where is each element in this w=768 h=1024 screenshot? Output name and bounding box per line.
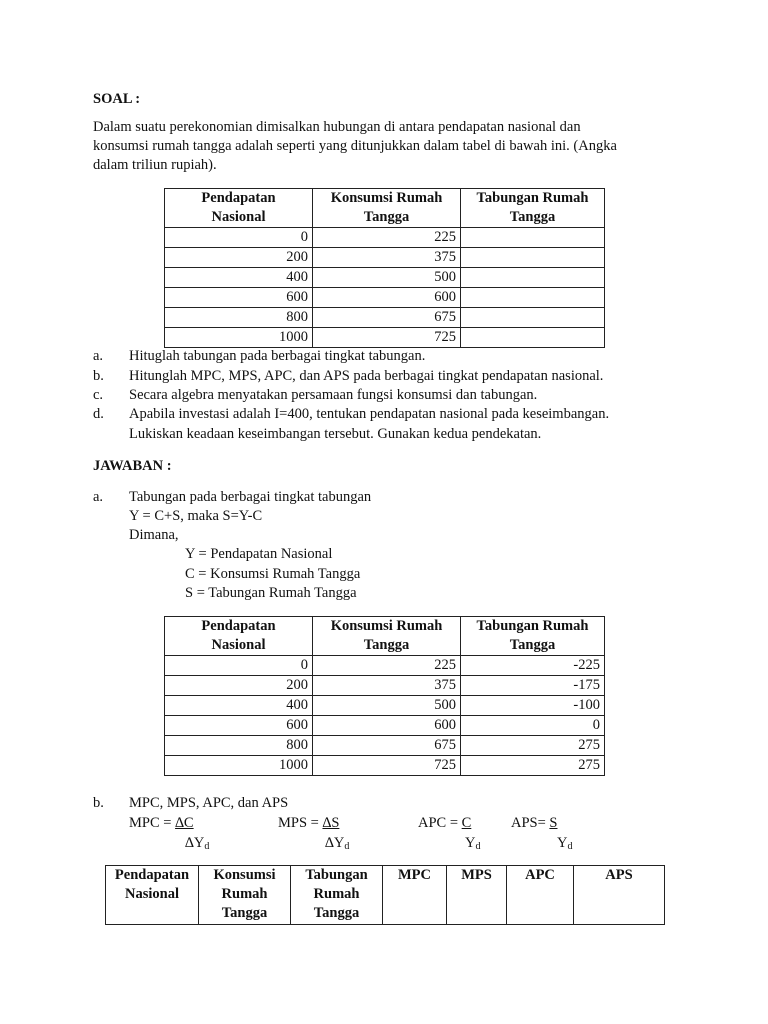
cell-konsumsi: 600 [313,288,461,308]
cell-tabungan: 275 [461,756,605,776]
answer-a-dimana: Dimana, [129,527,179,543]
cell-tabungan [461,288,605,308]
soal-heading: SOAL : [93,91,141,107]
header-pendapatan: Pendapatan Nasional [165,617,313,656]
table-row [165,308,605,328]
table-row [165,656,605,676]
mpc-numerator: ∆C [175,815,194,831]
mps-denominator: $\Delta Y_d$ [325,835,350,852]
cell-tabungan [461,248,605,268]
apc-numerator: C [461,815,472,831]
header-tabungan: Tabungan Rumah Tangga [461,189,605,228]
mps-formula: MPS = ∆S [278,814,351,833]
cell-tabungan: -100 [461,696,605,716]
cell-pendapatan: 600 [165,716,313,736]
cell-konsumsi: 225 [313,656,461,676]
header-konsumsi: Konsumsi Rumah Tangga [199,866,291,925]
header-pendapatan: Pendapatan Nasional [165,189,313,228]
jawaban-heading: JAWABAN : [93,458,172,474]
cell-pendapatan: 1000 [165,756,313,776]
cell-tabungan: 0 [461,716,605,736]
definition-s: S = Tabungan Rumah Tangga [185,585,357,601]
answer-title: MPC, MPS, APC, dan APS [129,795,289,811]
answer-marker: a. [93,489,104,505]
table-row [165,228,605,248]
cell-tabungan [461,228,605,248]
cell-pendapatan: 200 [165,676,313,696]
jawaban-table [164,616,605,776]
table-row [165,288,605,308]
cell-pendapatan: 1000 [165,328,313,348]
answer-a-formula: Y = C+S, maka S=Y-C [129,508,263,524]
table-row [165,248,605,268]
question-text: Secara algebra menyatakan persamaan fungsi konsumsi dan tabungan. [129,387,538,403]
cell-tabungan: 275 [461,736,605,756]
cell-konsumsi: 375 [313,248,461,268]
soal-table [164,188,605,348]
mps-numerator: ∆S [322,815,340,831]
cell-pendapatan: 600 [165,288,313,308]
cell-konsumsi: 675 [313,308,461,328]
cell-tabungan: -175 [461,676,605,696]
header-pendapatan: Pendapatan Nasional [106,866,199,925]
header-apc: APC [507,866,574,925]
header-mpc: MPC [383,866,447,925]
cell-tabungan [461,328,605,348]
cell-tabungan [461,268,605,288]
cell-konsumsi: 725 [313,328,461,348]
answer-title: Tabungan pada berbagai tingkat tabungan [129,489,372,505]
question-marker: c. [93,387,104,403]
header-konsumsi: Konsumsi Rumah Tangga [313,189,461,228]
cell-konsumsi: 500 [313,268,461,288]
soal-intro [93,118,693,175]
cell-pendapatan: 0 [165,656,313,676]
cell-tabungan [461,308,605,328]
apc-formula: APC = C [418,814,483,833]
header-mps: MPS [447,866,507,925]
cell-konsumsi: 375 [313,676,461,696]
cell-pendapatan: 400 [165,696,313,716]
intro-line: Dalam suatu perekonomian dimisalkan hubungan di antara pendapatan nasional dan [93,119,581,135]
intro-line: konsumsi rumah tangga adalah seperti yang ditunjukkan dalam tabel di bawah ini. (Angka [93,138,617,154]
answer-marker: b. [93,795,104,811]
table-row [165,328,605,348]
cell-konsumsi: 725 [313,756,461,776]
cell-konsumsi: 225 [313,228,461,248]
aps-denominator: $Y_d$ [557,835,573,852]
question-text: Apabila investasi adalah I=400, tentukan pendapatan nasional pada keseimbangan. [129,406,610,422]
table-row [165,696,605,716]
apc-denominator: $Y_d$ [465,835,481,852]
table-header-row [106,866,665,925]
table-row [165,716,605,736]
cell-pendapatan: 400 [165,268,313,288]
cell-pendapatan: 800 [165,736,313,756]
question-marker: d. [93,406,104,422]
table-header-row [165,189,605,228]
header-aps: APS [574,866,665,925]
cell-konsumsi: 600 [313,716,461,736]
header-konsumsi: Konsumsi Rumah Tangga [313,617,461,656]
cell-pendapatan: 0 [165,228,313,248]
header-tabungan: Tabungan Rumah Tangga [461,617,605,656]
aps-numerator: S [549,815,558,831]
cell-pendapatan: 200 [165,248,313,268]
header-tabungan: Tabungan Rumah Tangga [291,866,383,925]
table-row [165,756,605,776]
question-marker: a. [93,348,104,364]
question-text: Lukiskan keadaan keseimbangan tersebut. Gunakan kedua pendekatan. [129,426,542,442]
question-marker: b. [93,368,104,384]
table-row [165,268,605,288]
mpc-formula: MPC = ∆C [129,814,206,833]
intro-line: dalam triliun rupiah). [93,157,217,173]
mpc-table [105,865,665,925]
mpc-denominator: $\Delta Y_d$ [185,835,210,852]
definition-c: C = Konsumsi Rumah Tangga [185,566,361,582]
table-header-row [165,617,605,656]
cell-konsumsi: 675 [313,736,461,756]
question-text: Hitunglah MPC, MPS, APC, dan APS pada berbagai tingkat pendapatan nasional. [129,368,604,384]
definition-y: Y = Pendapatan Nasional [185,546,333,562]
cell-tabungan: -225 [461,656,605,676]
question-text: Hituglah tabungan pada berbagai tingkat tabungan. [129,348,426,364]
table-row [165,676,605,696]
table-row [165,736,605,756]
cell-konsumsi: 500 [313,696,461,716]
aps-formula: APS= S [511,815,558,831]
cell-pendapatan: 800 [165,308,313,328]
